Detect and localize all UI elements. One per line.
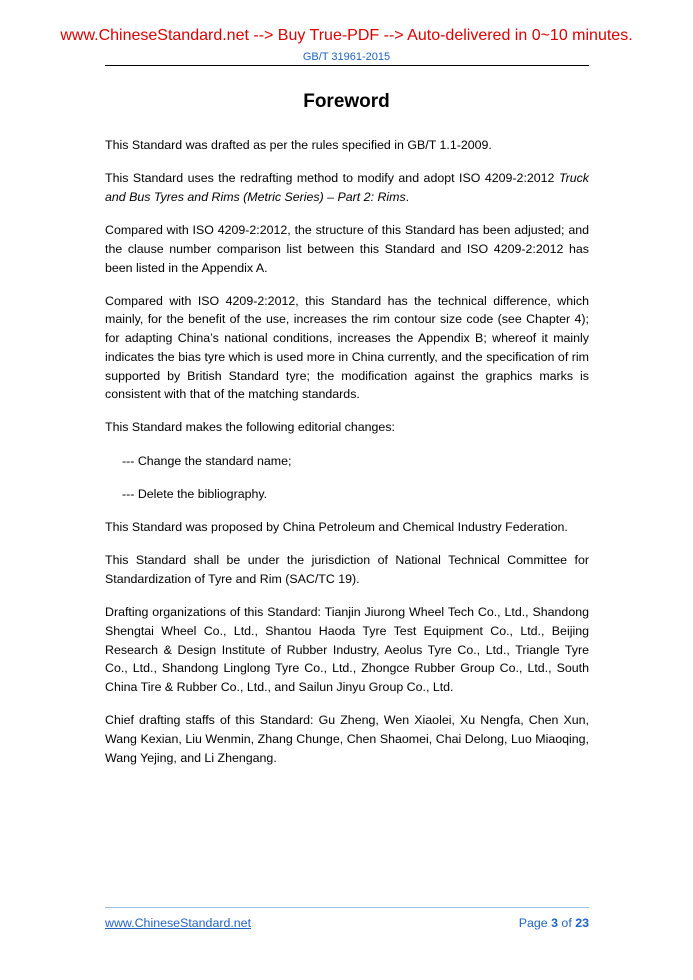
list-item: --- Delete the bibliography. bbox=[122, 486, 268, 501]
paragraph-drafting-organizations: Drafting organizations of this Standard: Tianjin Jiurong Wheel Tech Co., Ltd., Shandong Shengtai Wheel Co., Ltd., Shantou Haoda Tyre Test Equipment Co., Ltd., Beijing Research & Design Institute of Rubber Industry, Aeolus Tyre Co., Ltd., Triangle Tyre Co., Ltd., Shandong Linglong Tyre Co., Ltd., Zhongce Rubber Group Co., Ltd., South China Tire & Rubber Co., Ltd., and Sailun Jinyu Group Co., Ltd. bbox=[105, 605, 589, 694]
paragraph-technical-difference: Compared with ISO 4209-2:2012, this Standard has the technical difference, which mainly, for the benefit of the use, increases the rim contour size code (see Chapter 4); for adapting China’s national conditions, increases the Appendix B; whereof it mainly indicates the bias tyre which is used more in China currently, and the specification of rim supported by British Standard tyre; the modification against the graphics marks is consistent with that of the matching standards. bbox=[105, 293, 589, 402]
footer-website-link[interactable]: www.ChineseStandard.net bbox=[105, 916, 252, 930]
paragraph-structure-adjusted: Compared with ISO 4209-2:2012, the structure of this Standard has been adjusted; and the clause number comparison list between this Standard and ISO 4209-2:2012 has been listed in the Appendix A. bbox=[105, 223, 589, 275]
paragraph-redrafting-method bbox=[105, 169, 589, 206]
page-title: Foreword bbox=[303, 91, 390, 112]
standard-title-italic: Truck and Bus Tyres and Rims (Metric Series) – Part 2: Rims bbox=[105, 171, 589, 204]
promo-banner-link[interactable]: www.ChineseStandard.net --> Buy True-PDF --> Auto-delivered in 0~10 minutes. bbox=[60, 27, 633, 44]
header-divider bbox=[105, 65, 589, 66]
page-current: 3 bbox=[551, 916, 558, 930]
paragraph-proposed-by: This Standard was proposed by China Petroleum and Chemical Industry Federation. bbox=[105, 520, 568, 535]
foreword-body bbox=[105, 136, 589, 782]
standard-code: GB/T 31961-2015 bbox=[302, 51, 391, 63]
page-indicator bbox=[519, 916, 589, 930]
footer-divider bbox=[105, 907, 589, 908]
paragraph-jurisdiction: This Standard shall be under the jurisdiction of National Technical Committee for Standardization of Tyre and Rim (SAC/TC 19). bbox=[105, 553, 589, 586]
paragraph-text: . bbox=[405, 189, 410, 204]
paragraph-drafting-staffs: Chief drafting staffs of this Standard: Gu Zheng, Wen Xiaolei, Xu Nengfa, Chen Xun, Wang Kexian, Liu Wenmin, Zhang Chunge, Chen Shaomei, Chai Delong, Luo Miaoqing, Wang Yejing, and Li Zhengang. bbox=[105, 713, 589, 765]
page-total: 23 bbox=[575, 916, 589, 930]
list-item: --- Change the standard name; bbox=[122, 453, 292, 468]
page-label: Page bbox=[518, 916, 552, 930]
paragraph-editorial-changes: This Standard makes the following editorial changes: bbox=[105, 420, 395, 435]
paragraph-text: This Standard uses the redrafting method to modify and adopt ISO 4209-2:2012 bbox=[105, 171, 559, 186]
paragraph-drafting-rules: This Standard was drafted as per the rules specified in GB/T 1.1-2009. bbox=[105, 138, 492, 152]
page-of: of bbox=[557, 916, 576, 930]
